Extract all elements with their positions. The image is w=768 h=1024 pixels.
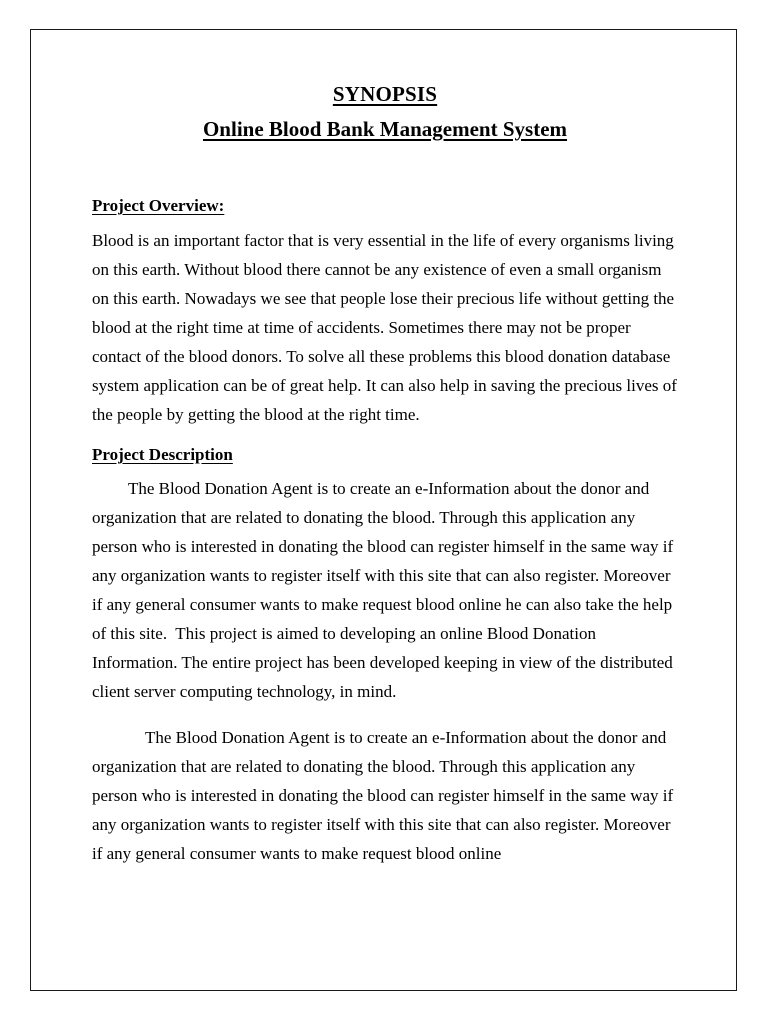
document-page xyxy=(30,29,737,991)
section-heading-project-description xyxy=(92,429,678,463)
document-body xyxy=(92,30,682,868)
document-title-text: SYNOPSIS xyxy=(332,82,438,106)
project-overview-paragraph: Blood is an important factor that is very essential in the life of every organisms living on this earth. Without blood there cannot be any existence of even a small organism on this earth. Nowadays we see that people lose their precious life without getting the blood at the right time at time of accidents. Sometimes there may not be proper contact of the blood donors. To solve all these problems this blood donation database system application can be of great help. It can also help in saving the precious lives of the people by getting the blood at the right time. xyxy=(92,231,682,424)
section-heading-project-overview-text: Project Overview: xyxy=(92,196,225,215)
document-subtitle-text: Online Blood Bank Management System xyxy=(202,117,568,141)
project-description-paragraph-2: The Blood Donation Agent is to create an e-Information about the donor and organization that are related to donating the blood. Through this application any person who is interested in donating the blood can register himself in the same way if any organization wants to register itself with this site that can also register. Moreover if any general consumer wants to make request blood online xyxy=(92,728,678,863)
document-title xyxy=(92,30,678,105)
document-subtitle xyxy=(92,105,678,140)
project-description-paragraph-1: The Blood Donation Agent is to create an e-Information about the donor and organization that are related to donating the blood. Through this application any person who is interested in donating the blood can register himself in the same way if any organization wants to register itself with this site that can also register. Moreover if any general consumer wants to make request blood online he can also take the help of this site. This project is aimed to developing an online Blood Donation Information. The entire project has been developed keeping in view of the distributed client server computing technology, in mind. xyxy=(92,479,678,701)
section-heading-project-description-text: Project Description xyxy=(92,445,233,464)
section-heading-project-overview xyxy=(92,140,678,214)
